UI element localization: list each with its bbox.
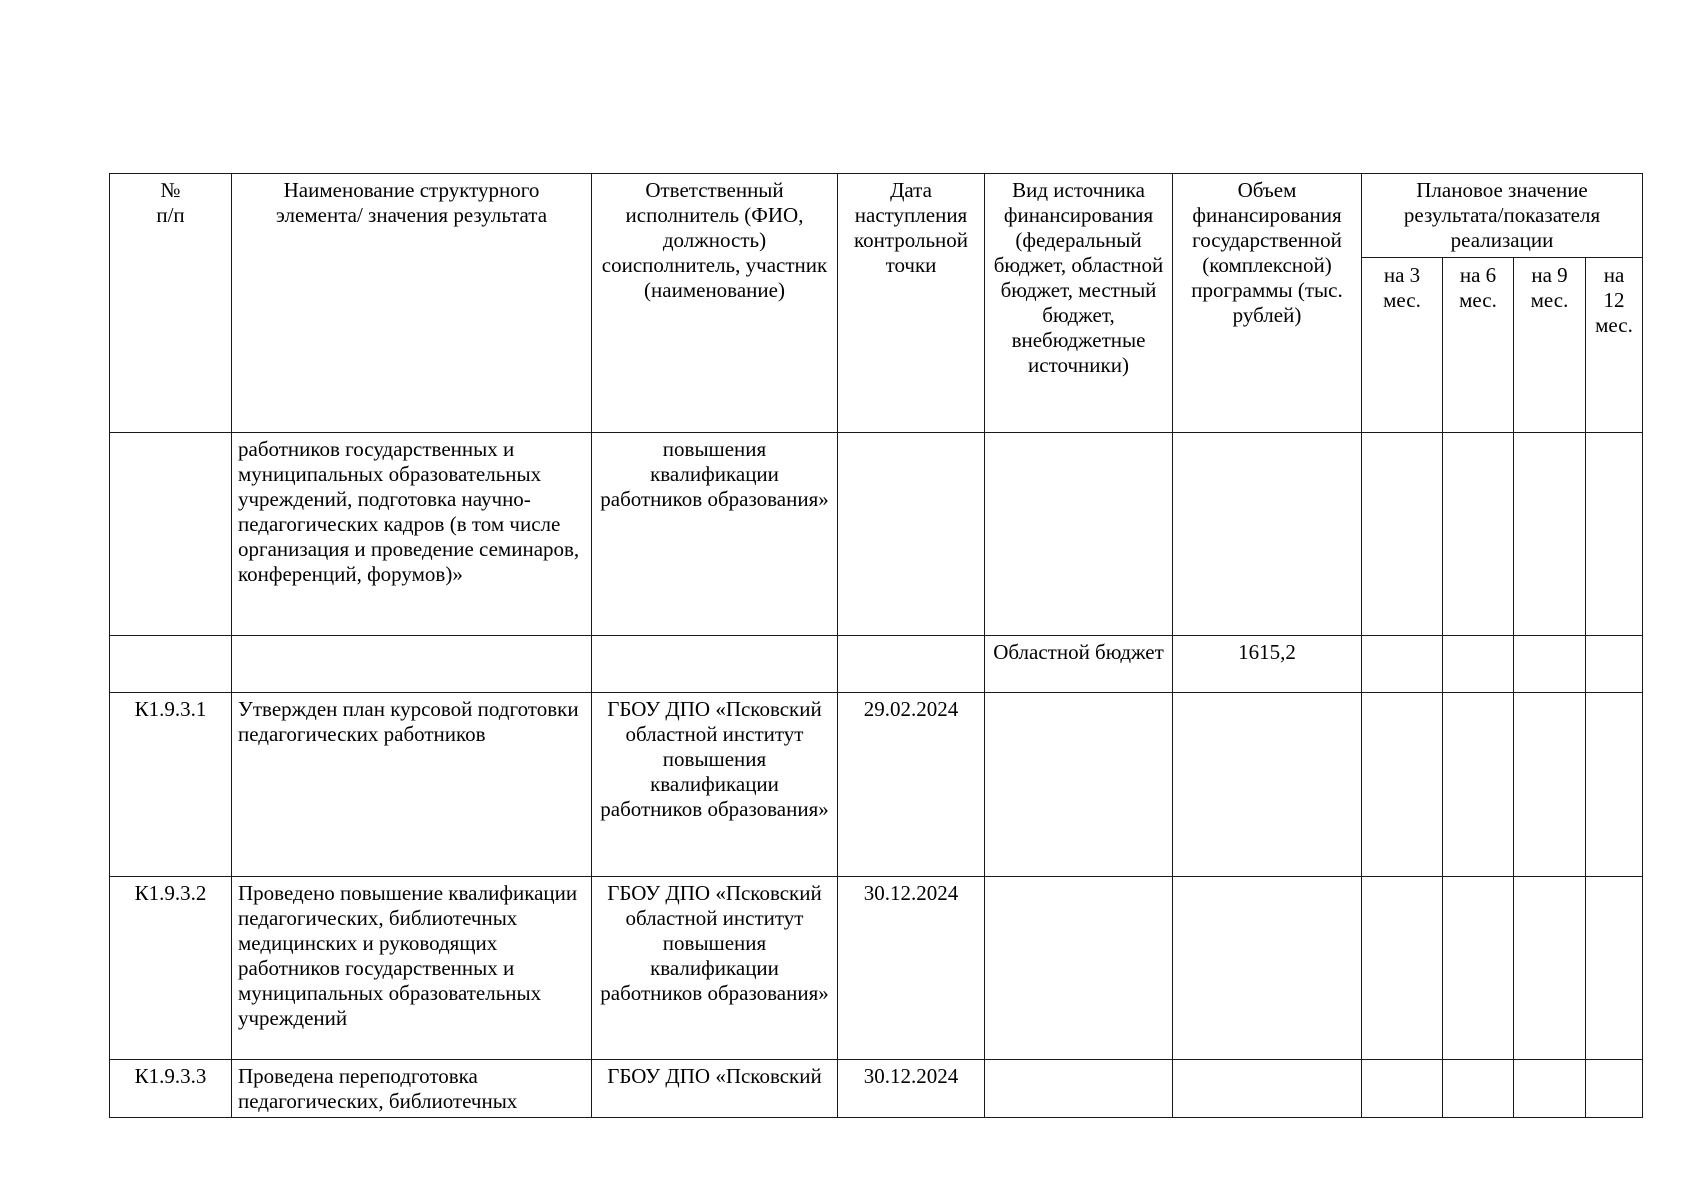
row-q9: [1514, 433, 1586, 636]
row-date: 30.12.2024: [838, 1060, 985, 1118]
row-date: 29.02.2024: [838, 693, 985, 877]
header-planned-value: Плановое значение результата/показателя реализации: [1362, 174, 1643, 258]
header-number: № п/п: [110, 174, 232, 433]
row-q9: [1514, 636, 1586, 693]
header-3-months: на 3 мес.: [1362, 258, 1443, 433]
row-source: Областной бюджет: [985, 636, 1173, 693]
row-q6: [1443, 877, 1514, 1060]
header-funding-volume: Объем финансирования государственной (комплексной) программы (тыс. рублей): [1173, 174, 1362, 433]
header-9-months: на 9 мес.: [1514, 258, 1586, 433]
row-q9: [1514, 877, 1586, 1060]
row-date: [838, 433, 985, 636]
row-q3: [1362, 636, 1443, 693]
row-number: К1.9.3.3: [110, 1060, 232, 1118]
row-responsible: повышения квалификации работников образования»: [592, 433, 838, 636]
header-12-months: на 12 мес.: [1586, 258, 1643, 433]
row-responsible: ГБОУ ДПО «Псковский: [592, 1060, 838, 1118]
row-number: [110, 433, 232, 636]
row-q3: [1362, 1060, 1443, 1118]
row-q9: [1514, 1060, 1586, 1118]
row-q9: [1514, 693, 1586, 877]
table-row: [110, 1060, 1643, 1118]
row-volume: [1173, 433, 1362, 636]
structural-elements-table: [109, 173, 1643, 1118]
table-row: [110, 877, 1643, 1060]
row-source: [985, 877, 1173, 1060]
row-q3: [1362, 877, 1443, 1060]
row-date: [838, 636, 985, 693]
table-row: [110, 636, 1643, 693]
row-q12: [1586, 877, 1643, 1060]
row-source: [985, 1060, 1173, 1118]
row-volume: 1615,2: [1173, 636, 1362, 693]
row-q12: [1586, 636, 1643, 693]
row-source: [985, 693, 1173, 877]
row-name: работников государственных и муниципальных образовательных учреждений, подготовка научно-педагогических кадров (в том числе организация и проведение семинаров, конференций, форумов)»: [232, 433, 592, 636]
header-control-date: Дата наступления контрольной точки: [838, 174, 985, 433]
row-q3: [1362, 693, 1443, 877]
table-row: [110, 433, 1643, 636]
row-volume: [1173, 877, 1362, 1060]
row-name: [232, 636, 592, 693]
row-name: Проведено повышение квалификации педагогических, библиотечных медицинских и руководящих работников государственных и муниципальных образовательных учреждений: [232, 877, 592, 1060]
header-funding-source: Вид источника финансирования (федеральный бюджет, областной бюджет, местный бюджет, внебюджетные источники): [985, 174, 1173, 433]
row-responsible: ГБОУ ДПО «Псковский областной институт повышения квалификации работников образования»: [592, 693, 838, 877]
row-number: К1.9.3.2: [110, 877, 232, 1060]
header-responsible: Ответственный исполнитель (ФИО, должность) соисполнитель, участник (наименование): [592, 174, 838, 433]
row-q12: [1586, 1060, 1643, 1118]
row-q6: [1443, 1060, 1514, 1118]
row-number: [110, 636, 232, 693]
row-volume: [1173, 693, 1362, 877]
row-q6: [1443, 693, 1514, 877]
header-name: Наименование структурного элемента/ значения результата: [232, 174, 592, 433]
header-6-months: на 6 мес.: [1443, 258, 1514, 433]
row-q6: [1443, 433, 1514, 636]
row-date: 30.12.2024: [838, 877, 985, 1060]
row-q3: [1362, 433, 1443, 636]
row-responsible: ГБОУ ДПО «Псковский областной институт повышения квалификации работников образования»: [592, 877, 838, 1060]
row-q12: [1586, 693, 1643, 877]
row-responsible: [592, 636, 838, 693]
row-number: К1.9.3.1: [110, 693, 232, 877]
row-source: [985, 433, 1173, 636]
table-row: [110, 693, 1643, 877]
row-name: Проведена переподготовка педагогических, библиотечных: [232, 1060, 592, 1118]
row-q6: [1443, 636, 1514, 693]
row-volume: [1173, 1060, 1362, 1118]
row-q12: [1586, 433, 1643, 636]
row-name: Утвержден план курсовой подготовки педагогических работников: [232, 693, 592, 877]
